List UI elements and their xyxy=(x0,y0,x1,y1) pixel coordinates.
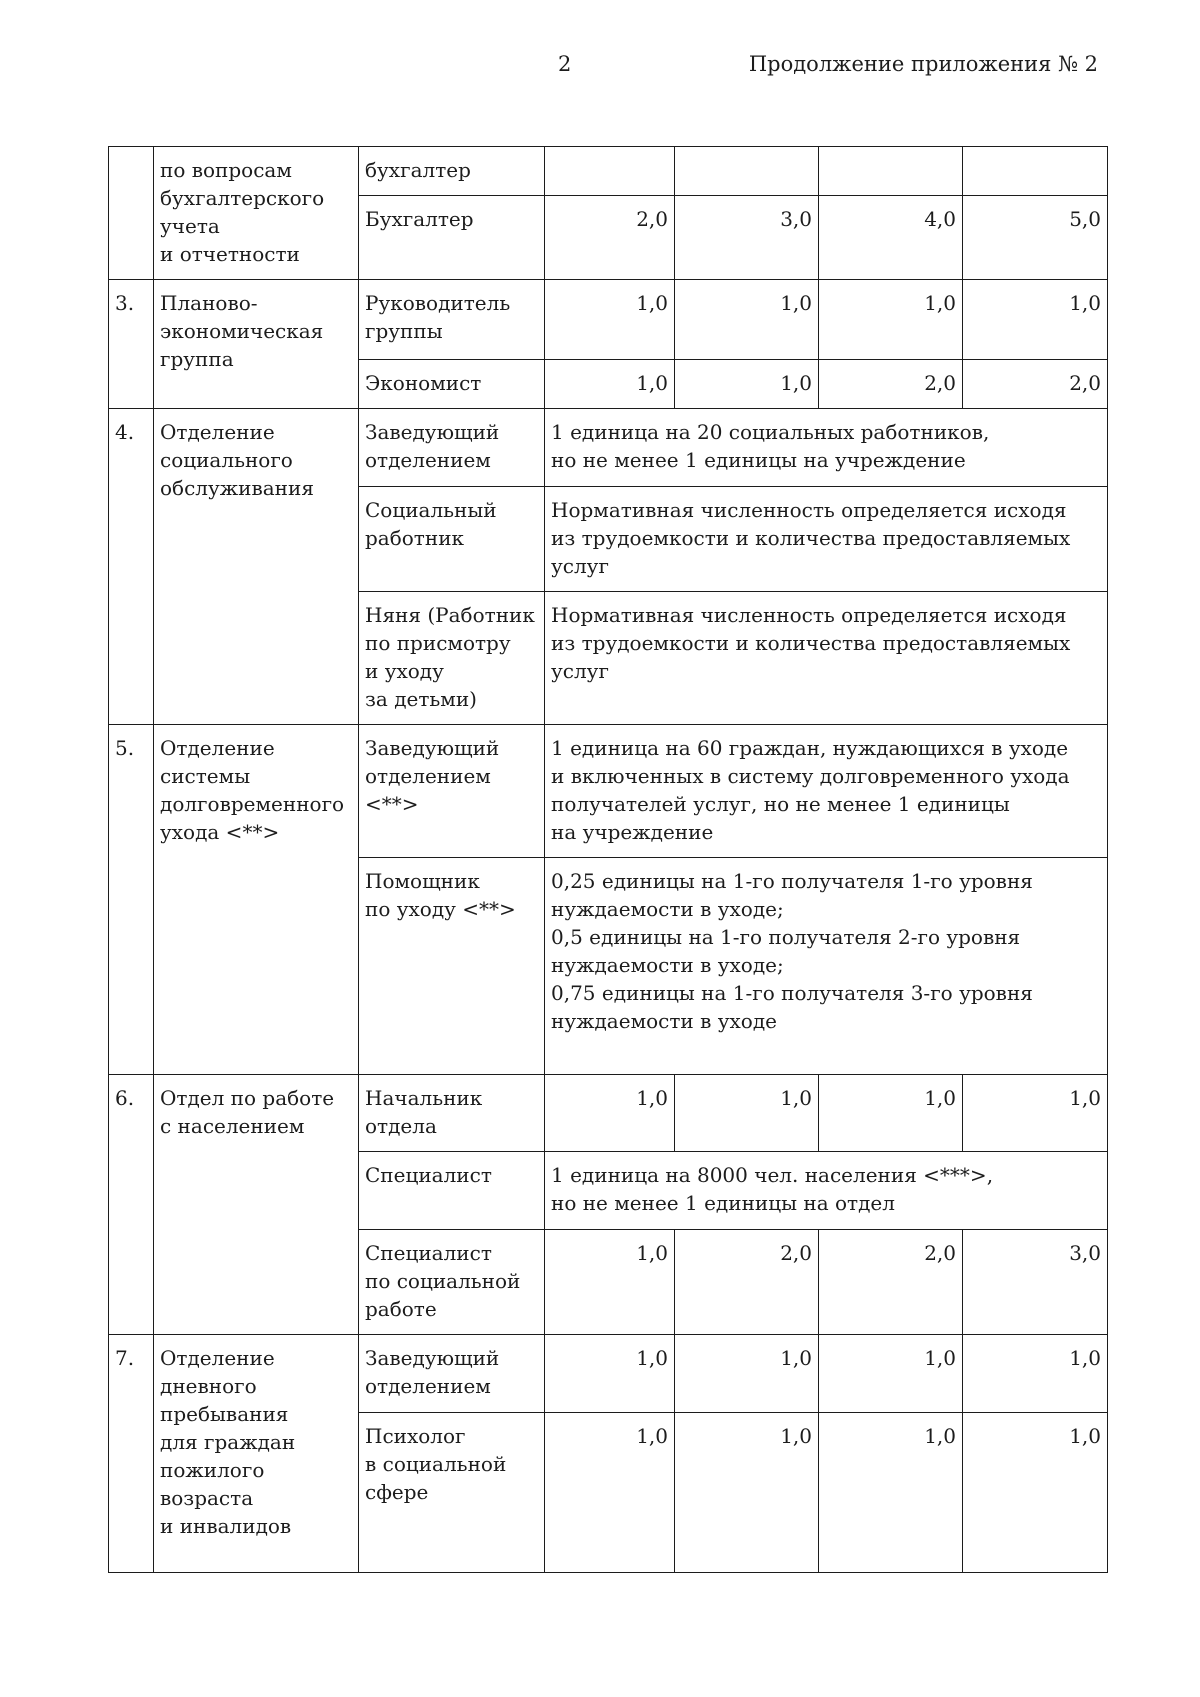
table-row xyxy=(109,280,1108,360)
staff-count-cell: 1,0 xyxy=(545,360,675,409)
table-row xyxy=(109,1075,1108,1152)
staff-count-cell: 1,0 xyxy=(545,1335,675,1413)
staff-count-cell: 3,0 xyxy=(675,196,819,280)
staffing-norm-text: 1 единица на 8000 чел. населения <***>, но не менее 1 единицы на отдел xyxy=(545,1152,1108,1230)
position-title: Специалист xyxy=(359,1152,545,1230)
staff-count-cell: 1,0 xyxy=(819,1335,963,1413)
table-row xyxy=(109,409,1108,487)
staffing-norm-text: Нормативная численность определяется исходя из трудоемкости и количества предоставляемых услуг xyxy=(545,592,1108,725)
department-name: Отдел по работе с населением xyxy=(154,1075,359,1335)
staff-count-cell: 2,0 xyxy=(819,1230,963,1335)
position-title: Социальный работник xyxy=(359,487,545,592)
staff-count-cell: 2,0 xyxy=(963,360,1108,409)
staff-count-cell xyxy=(963,147,1108,196)
department-name: Отделение дневного пребывания для граждан пожилого возраста и инвалидов xyxy=(154,1335,359,1573)
staff-count-cell: 3,0 xyxy=(963,1230,1108,1335)
staff-count-cell: 1,0 xyxy=(675,1413,819,1573)
staffing-table xyxy=(108,146,1108,1573)
staff-count-cell: 1,0 xyxy=(819,1075,963,1152)
staff-count-cell: 5,0 xyxy=(963,196,1108,280)
staffing-norm-text: 1 единица на 60 граждан, нуждающихся в уходе и включенных в систему долговременного ухода получателей услуг, но не менее 1 единицы на учреждение xyxy=(545,725,1108,858)
row-number: 3. xyxy=(109,280,154,409)
staffing-norm-text: Нормативная численность определяется исходя из трудоемкости и количества предоставляемых услуг xyxy=(545,487,1108,592)
staff-count-cell: 1,0 xyxy=(819,1413,963,1573)
staff-count-cell: 2,0 xyxy=(675,1230,819,1335)
row-number: 5. xyxy=(109,725,154,1075)
position-title: Экономист xyxy=(359,360,545,409)
staff-count-cell: 2,0 xyxy=(819,360,963,409)
position-title: Няня (Работник по присмотру и уходу за детьми) xyxy=(359,592,545,725)
row-number xyxy=(109,147,154,280)
staff-count-cell: 2,0 xyxy=(545,196,675,280)
position-title: Психолог в социальной сфере xyxy=(359,1413,545,1573)
staff-count-cell xyxy=(819,147,963,196)
table-row xyxy=(109,1335,1108,1413)
department-name: Планово- экономическая группа xyxy=(154,280,359,409)
position-title: Заведующий отделением <**> xyxy=(359,725,545,858)
position-title: Специалист по социальной работе xyxy=(359,1230,545,1335)
staff-count-cell: 1,0 xyxy=(819,280,963,360)
department-name: Отделение системы долговременного ухода <**> xyxy=(154,725,359,1075)
staff-count-cell: 1,0 xyxy=(963,280,1108,360)
staff-count-cell: 1,0 xyxy=(545,280,675,360)
position-title: Начальник отдела xyxy=(359,1075,545,1152)
position-title: Руководитель группы xyxy=(359,280,545,360)
staff-count-cell: 1,0 xyxy=(675,360,819,409)
table-row xyxy=(109,725,1108,858)
row-number: 6. xyxy=(109,1075,154,1335)
position-title: Помощник по уходу <**> xyxy=(359,858,545,1075)
staff-count-cell xyxy=(545,147,675,196)
staffing-norm-text: 0,25 единицы на 1-го получателя 1-го уровня нуждаемости в уходе; 0,5 единицы на 1-го получателя 2-го уровня нуждаемости в уходе; 0,75 единицы на 1-го получателя 3-го уровня нуждаемости в уходе xyxy=(545,858,1108,1075)
staff-count-cell: 4,0 xyxy=(819,196,963,280)
staff-count-cell: 1,0 xyxy=(675,1075,819,1152)
staff-count-cell: 1,0 xyxy=(675,280,819,360)
staff-count-cell: 1,0 xyxy=(963,1075,1108,1152)
staff-count-cell: 1,0 xyxy=(545,1075,675,1152)
position-title: Заведующий отделением xyxy=(359,409,545,487)
staff-count-cell: 1,0 xyxy=(545,1230,675,1335)
staff-count-cell xyxy=(675,147,819,196)
department-name: Отделение социального обслуживания xyxy=(154,409,359,725)
staff-count-cell: 1,0 xyxy=(675,1335,819,1413)
staff-count-cell: 1,0 xyxy=(545,1413,675,1573)
position-title: Заведующий отделением xyxy=(359,1335,545,1413)
position-title: бухгалтер xyxy=(359,147,545,196)
staffing-norm-text: 1 единица на 20 социальных работников, но не менее 1 единицы на учреждение xyxy=(545,409,1108,487)
page-number: 2 xyxy=(558,52,572,76)
table-row xyxy=(109,147,1108,196)
position-title: Бухгалтер xyxy=(359,196,545,280)
row-number: 4. xyxy=(109,409,154,725)
staff-count-cell: 1,0 xyxy=(963,1335,1108,1413)
continuation-title: Продолжение приложения № 2 xyxy=(748,52,1098,76)
row-number: 7. xyxy=(109,1335,154,1573)
department-name: по вопросам бухгалтерского учета и отчетности xyxy=(154,147,359,280)
staff-count-cell: 1,0 xyxy=(963,1413,1108,1573)
